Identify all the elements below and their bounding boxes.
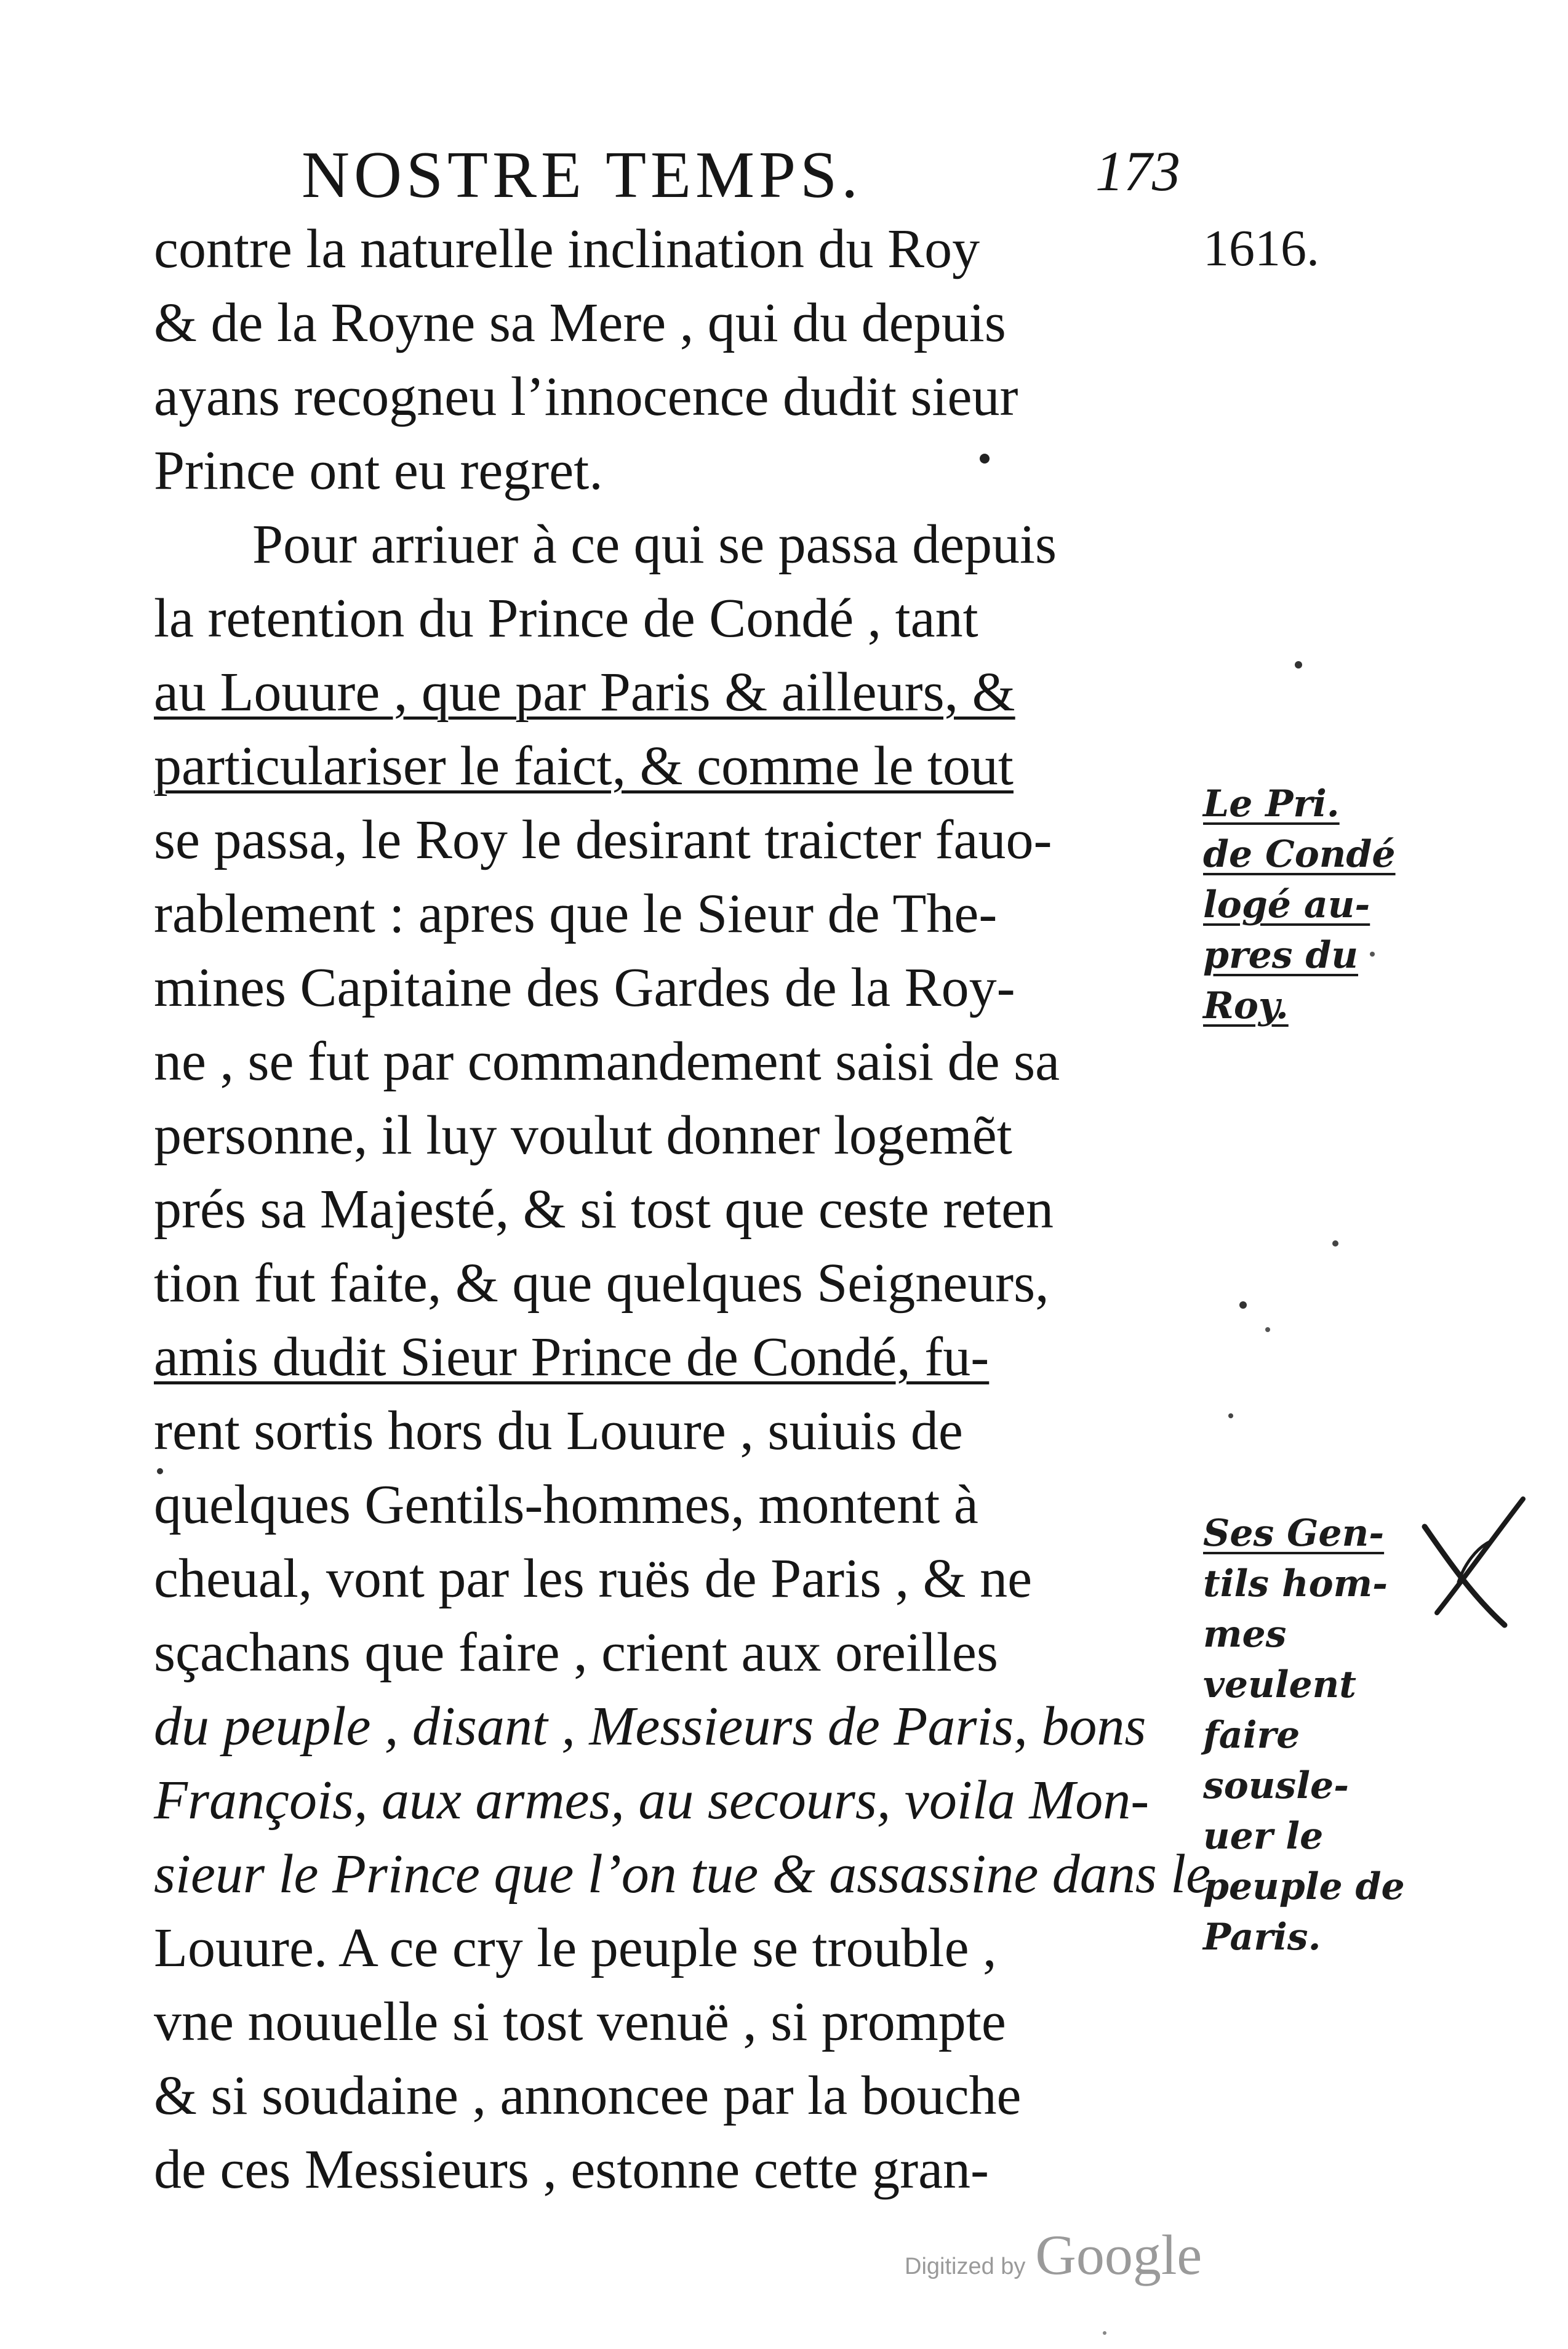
text-line-12: ne , se fut par commandement saisi de sa xyxy=(154,1031,1060,1092)
text-line-23: sieur le Prince que l’on tue & assassine dans le xyxy=(154,1844,1211,1905)
text-line-18: quelques Gentils-hommes, montent à xyxy=(154,1474,978,1535)
text-line-25: vne nouuelle si tost venuë , si prompte xyxy=(154,1991,1006,2052)
margin-note-line: mes xyxy=(1203,1613,1287,1656)
digitized-by-label: Digitized by xyxy=(905,2254,1026,2279)
margin-note-line: Roy. xyxy=(1203,984,1289,1027)
margin-note-line: tils hom- xyxy=(1203,1562,1388,1605)
margin-note-line: Paris. xyxy=(1203,1916,1321,1959)
margin-note-line: uer le xyxy=(1203,1815,1324,1858)
text-line-14: prés sa Majesté, & si tost que ceste reten xyxy=(154,1179,1054,1240)
text-line-6: la retention du Prince de Condé , tant xyxy=(154,588,978,649)
google-logo: Google xyxy=(1035,2223,1202,2286)
margin-note-line: Ses Gen- xyxy=(1203,1512,1385,1555)
text-line-22: François, aux armes, au secours, voila Mon- xyxy=(154,1770,1150,1831)
text-line-3: ayans recogneu l’innocence dudit sieur xyxy=(154,366,1018,427)
text-line-10: rablement : apres que le Sieur de The- xyxy=(154,883,998,944)
text-line-26: & si soudaine , annoncee par la bouche xyxy=(154,2065,1022,2126)
margin-note-line: de Condé xyxy=(1203,833,1396,876)
text-line-1: contre la naturelle inclination du Roy xyxy=(154,219,980,279)
text-line-9: se passa, le Roy le desirant traicter fauo- xyxy=(154,809,1052,870)
text-line-21: du peuple , disant , Messieurs de Paris, bons xyxy=(154,1696,1146,1757)
margin-note-line: sousle- xyxy=(1203,1764,1350,1807)
text-line-13: personne, il luy voulut donner logemẽt xyxy=(154,1105,1012,1166)
margin-note-gentlemen xyxy=(1203,1508,1406,1962)
text-line-19: cheual, vont par les ruës de Paris , & ne xyxy=(154,1548,1033,1609)
text-line-24: Louure. A ce cry le peuple se trouble , xyxy=(154,1917,997,1978)
text-line-11: mines Capitaine des Gardes de la Roy- xyxy=(154,957,1015,1018)
text-line-8: particulariser le faict, & comme le tout xyxy=(154,736,1014,797)
text-line-15: tion fut faite, & que quelques Seigneurs, xyxy=(154,1253,1049,1314)
margin-note-line: logé au- xyxy=(1203,883,1370,926)
text-line-7: au Louure , que par Paris & ailleurs, & xyxy=(154,662,1015,723)
handwritten-cross-mark xyxy=(1412,1490,1529,1631)
margin-year: 1616. xyxy=(1203,220,1319,277)
margin-note-line: Le Pri. xyxy=(1203,782,1340,825)
text-line-27: de ces Messieurs , estonne cette gran- xyxy=(154,2139,989,2200)
margin-note-conde-lodging xyxy=(1203,779,1406,1031)
margin-note-line: faire xyxy=(1203,1714,1300,1757)
text-line-17: rent sortis hors du Louure , suiuis de xyxy=(154,1400,963,1461)
page-number: 173 xyxy=(1095,140,1180,203)
text-line-16: amis dudit Sieur Prince de Condé, fu- xyxy=(154,1327,990,1387)
text-line-4: Prince ont eu regret. xyxy=(154,440,603,501)
body-text xyxy=(154,212,1212,2207)
text-line-5: Pour arriuer à ce qui se passa depuis xyxy=(252,514,1057,575)
running-title: NOSTRE TEMPS. xyxy=(302,139,863,212)
digitized-by-google-watermark xyxy=(905,2222,1202,2290)
margin-note-line: pres du xyxy=(1203,934,1358,977)
page-header xyxy=(277,132,1200,212)
margin-note-line: peuple de xyxy=(1203,1865,1405,1908)
text-line-2: & de la Royne sa Mere , qui du depuis xyxy=(154,292,1006,353)
margin-note-line: veulent xyxy=(1203,1663,1356,1706)
text-line-20: sçachans que faire , crient aux oreilles xyxy=(154,1622,998,1683)
